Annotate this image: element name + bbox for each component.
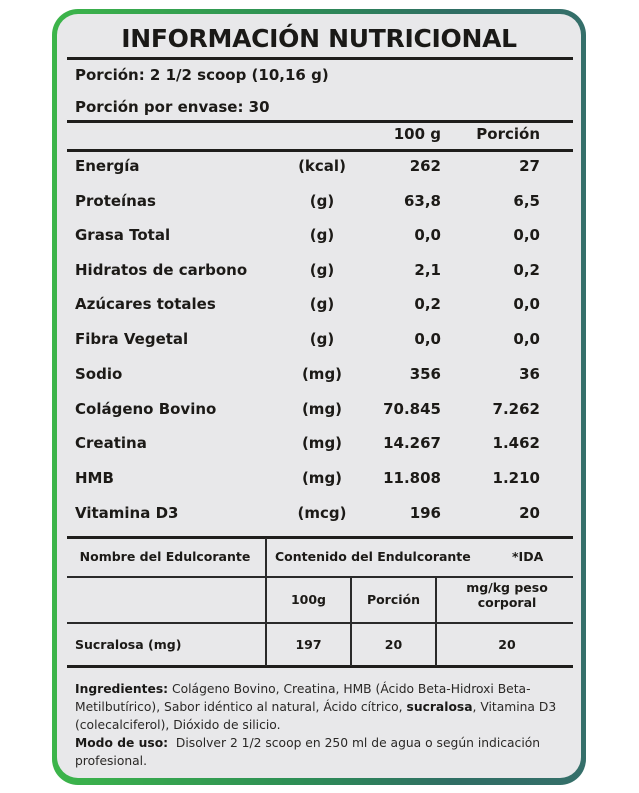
nutrient-per-serving: 1.210 [492, 469, 540, 487]
sweetener-row-per100: 197 [295, 637, 322, 652]
nutrient-name: Hidratos de carbono [75, 261, 248, 279]
sweetener-bottom-border [67, 665, 573, 668]
nutrient-per100: 70.845 [383, 400, 441, 418]
column-header-100g: 100 g [393, 125, 441, 143]
ingredients-paragraph [75, 680, 567, 734]
nutrient-per100: 2,1 [414, 261, 441, 279]
sweetener-subheader-divider [67, 622, 573, 624]
nutrient-name: HMB [75, 469, 114, 487]
sweetener-row-ida: 20 [498, 637, 516, 652]
usage-text: Disolver 2 1/2 scoop en 250 ml de agua o según indicación profesional. [75, 736, 544, 768]
sweetener-sub-mgkg-line1: mg/kg peso [466, 580, 548, 595]
sweetener-sub-mgkg [437, 580, 577, 610]
sweetener-top-border [67, 536, 573, 539]
nutrient-unit: (g) [309, 226, 335, 244]
nutrient-name: Vitamina D3 [75, 504, 179, 522]
nutrient-name: Sodio [75, 365, 123, 383]
nutrient-unit: (mg) [301, 400, 343, 418]
divider-serving [67, 120, 573, 123]
sweetener-sub-mgkg-line2: corporal [477, 595, 537, 610]
nutrient-unit: (kcal) [298, 157, 346, 175]
ingredients-text-2: , Vitamina D3 (colecalciferol), Dióxido de silicio. [75, 700, 557, 732]
nutrient-row [57, 192, 581, 222]
nutrient-name: Energía [75, 157, 140, 175]
nutrient-unit: (mg) [301, 434, 343, 452]
nutrient-unit: (mg) [301, 365, 343, 383]
nutrient-per-serving: 20 [519, 504, 540, 522]
nutrient-unit: (g) [309, 192, 335, 210]
nutrient-row [57, 400, 581, 430]
usage-label: Modo de uso: [75, 736, 169, 750]
nutrient-unit: (mcg) [297, 504, 347, 522]
nutrient-per100: 196 [409, 504, 441, 522]
ingredients-text-1: Colágeno Bovino, Creatina, HMB (Ácido Beta-Hidroxi Beta-Metilbutírico), Sabor idéntico al natural, Ácido cítrico, [75, 682, 531, 714]
divider-header [67, 149, 573, 152]
nutrient-per-serving: 6,5 [513, 192, 540, 210]
nutrition-label-frame [52, 9, 586, 785]
nutrient-row [57, 469, 581, 499]
sweetener-sub-100g: 100g [290, 592, 327, 607]
sweetener-header-divider [67, 576, 573, 578]
nutrient-row [57, 226, 581, 256]
servings-per-container: Porción por envase: 30 [75, 98, 270, 116]
nutrient-per100: 63,8 [403, 192, 441, 210]
nutrient-name: Grasa Total [75, 226, 171, 244]
serving-size: Porción: 2 1/2 scoop (10,16 g) [75, 66, 329, 84]
ingredients-section [75, 680, 567, 770]
nutrient-row [57, 157, 581, 187]
sweetener-col-divider [350, 577, 352, 666]
label-title: INFORMACIÓN NUTRICIONAL [121, 24, 517, 53]
sweetener-row-per-serving: 20 [384, 637, 403, 652]
nutrient-per-serving: 1.462 [492, 434, 540, 452]
nutrient-name: Azúcares totales [75, 295, 216, 313]
nutrient-row [57, 295, 581, 325]
column-header-portion: Porción [476, 125, 540, 143]
nutrient-row [57, 434, 581, 464]
nutrient-name: Colágeno Bovino [75, 400, 217, 418]
nutrient-unit: (g) [309, 261, 335, 279]
nutrient-row [57, 330, 581, 360]
nutrient-per100: 262 [409, 157, 441, 175]
sweetener-header-ida: *IDA [512, 549, 544, 564]
nutrient-per-serving: 36 [519, 365, 540, 383]
sweetener-header-content: Contenido del Endulcorante [275, 549, 471, 564]
sweetener-sub-portion: Porción [366, 592, 421, 607]
nutrient-per100: 0,0 [414, 226, 441, 244]
nutrient-per-serving: 27 [519, 157, 540, 175]
nutrient-unit: (g) [309, 295, 335, 313]
nutrient-name: Creatina [75, 434, 147, 452]
nutrient-per-serving: 0,0 [513, 330, 540, 348]
nutrient-row [57, 261, 581, 291]
nutrient-row [57, 365, 581, 395]
nutrient-per100: 11.808 [383, 469, 441, 487]
divider-title [67, 57, 573, 60]
nutrient-name: Fibra Vegetal [75, 330, 189, 348]
nutrient-per-serving: 0,2 [513, 261, 540, 279]
sweetener-header-name: Nombre del Edulcorante [79, 549, 251, 564]
nutrient-per-serving: 0,0 [513, 295, 540, 313]
ingredients-label: Ingredientes: [75, 682, 169, 696]
nutrition-label-panel [57, 14, 581, 778]
nutrient-name: Proteínas [75, 192, 156, 210]
nutrient-unit: (mg) [301, 469, 343, 487]
nutrient-per-serving: 0,0 [513, 226, 540, 244]
nutrient-per100: 356 [409, 365, 441, 383]
nutrient-per-serving: 7.262 [492, 400, 540, 418]
ingredients-bold: sucralosa [406, 700, 473, 714]
nutrient-per100: 0,0 [414, 330, 441, 348]
sweetener-row-name: Sucralosa (mg) [75, 637, 182, 652]
nutrient-per100: 14.267 [383, 434, 441, 452]
nutrient-per100: 0,2 [414, 295, 441, 313]
nutrient-unit: (g) [309, 330, 335, 348]
nutrient-row [57, 504, 581, 534]
usage-paragraph [75, 734, 567, 770]
